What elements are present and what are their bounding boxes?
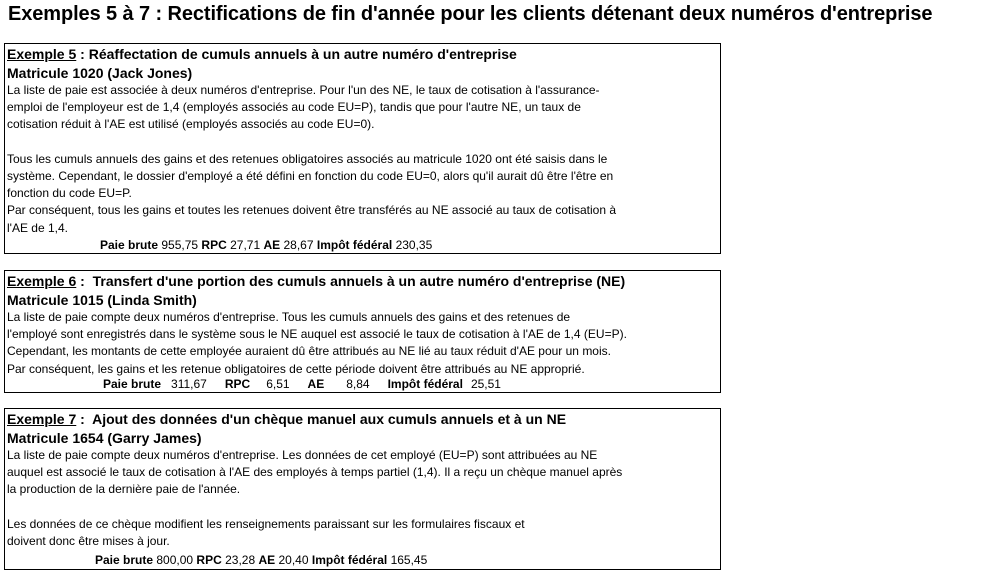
example-5-blank-line bbox=[7, 134, 718, 151]
example-7-line: Les données de ce chèque modifient les renseignements paraissant sur les formulaires fiscaux et bbox=[7, 516, 525, 531]
example-7-title: Ajout des données d'un chèque manuel aux cumuls annuels et à un NE bbox=[92, 411, 567, 427]
example-7-label: Exemple 7 bbox=[7, 411, 77, 427]
example-6-heading: Exemple 6 : Transfert d'une portion des cumuls annuels à un autre numéro d'entreprise (NE) bbox=[7, 273, 626, 289]
example-6-title: Transfert d'une portion des cumuls annuels à un autre numéro d'entreprise (NE) bbox=[92, 273, 626, 289]
example-5-line: La liste de paie est associée à deux numéros d'entreprise. Pour l'un des NE, le taux de cotisation à l'assurance- bbox=[7, 83, 600, 97]
example-7-line: La liste de paie compte deux numéros d'entreprise. Les données de cet employé (EU=P) sont attribuées au NE bbox=[7, 448, 598, 462]
example-7-blank-line bbox=[7, 499, 718, 516]
example-5-heading: Exemple 5 : Réaffectation de cumuls annuels à un autre numéro d'entreprise bbox=[7, 46, 517, 62]
example-5-line: cotisation réduit à l'AE est utilisé (employés associés au code EU=0). bbox=[7, 117, 375, 132]
example-6-box bbox=[4, 270, 721, 393]
example-6-label: Exemple 6 bbox=[7, 273, 77, 289]
example-6-line: l'employé sont enregistrés dans le système sous le NE auquel est associé le taux de cotisation à l'AE de 1,4 (EU=P). bbox=[7, 327, 627, 342]
example-6-totals: Paie brute 311,67 RPC 6,51 AE 8,84 Impôt fédéral 25,51 bbox=[103, 377, 501, 391]
example-5-line: emploi de l'employeur est de 1,4 (employés associés au code EU=P), tandis que pour l'autre NE, un taux de bbox=[7, 100, 581, 115]
example-7-box bbox=[4, 408, 721, 570]
example-5-employee: Matricule 1020 (Jack Jones) bbox=[7, 65, 193, 81]
example-7-line: doivent donc être mises à jour. bbox=[7, 534, 170, 548]
page-title: Exemples 5 à 7 : Rectifications de fin d'année pour les clients détenant deux numéros d'entreprise bbox=[8, 3, 933, 25]
example-7-line: auquel est associé le taux de cotisation à l'AE des employés à temps partiel (1,4). Il a reçu un chèque manuel après bbox=[7, 465, 623, 480]
example-7-line: la production de la dernière paie de l'année. bbox=[7, 482, 241, 497]
example-7-heading: Exemple 7 : Ajout des données d'un chèque manuel aux cumuls annuels et à un NE bbox=[7, 411, 567, 427]
example-6-employee: Matricule 1015 (Linda Smith) bbox=[7, 292, 197, 308]
example-5-line: Tous les cumuls annuels des gains et des retenues obligatoires associés au matricule 1020 ont été saisis dans le bbox=[7, 151, 608, 166]
example-7-totals: Paie brute 800,00 RPC 23,28 AE 20,40 Impôt fédéral 165,45 bbox=[95, 553, 428, 567]
example-6-line: Par conséquent, les gains et les retenue obligatoires de cette période doivent être attribués au NE approprié. bbox=[7, 361, 585, 376]
example-7-employee: Matricule 1654 (Garry James) bbox=[7, 430, 202, 446]
example-5-label: Exemple 5 bbox=[7, 46, 77, 62]
example-5-totals: Paie brute 955,75 RPC 27,71 AE 28,67 Impôt fédéral 230,35 bbox=[100, 238, 433, 252]
example-6-line: La liste de paie compte deux numéros d'entreprise. Tous les cumuls annuels des gains et des retenues de bbox=[7, 310, 571, 324]
example-5-box bbox=[4, 43, 721, 254]
example-5-line: système. Cependant, le dossier d'employé a été défini en fonction du code EU=0, alors qu'il aurait dû être l'être en bbox=[7, 169, 614, 183]
example-5-line: l'AE de 1,4. bbox=[7, 220, 68, 235]
example-5-title: Réaffectation de cumuls annuels à un autre numéro d'entreprise bbox=[88, 46, 517, 62]
example-6-line: Cependant, les montants de cette employée auraient dû être attribués au NE lié au taux réduit d'AE pour un mois. bbox=[7, 344, 611, 359]
example-5-line: Par conséquent, tous les gains et toutes les retenues doivent être transférés au NE associé au taux de cotisation à bbox=[7, 203, 617, 218]
example-5-line: fonction du code EU=P. bbox=[7, 186, 132, 201]
